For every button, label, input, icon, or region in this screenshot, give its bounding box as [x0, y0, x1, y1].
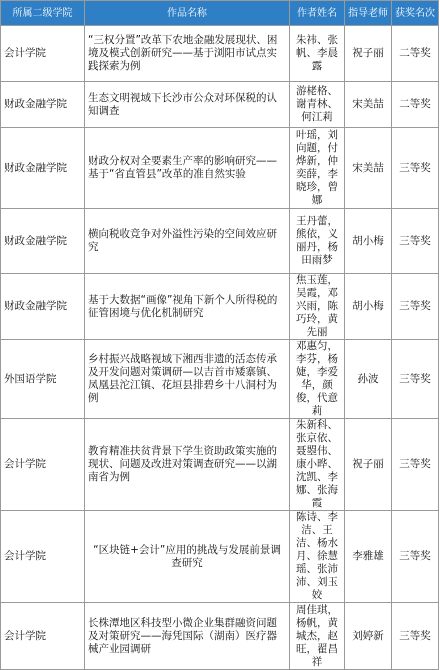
title-cell: 横向税收竞争对外溢性污染的空间效应研究	[85, 209, 290, 274]
advisor-cell: 宋美喆	[345, 82, 392, 128]
college-cell: 会计学院	[1, 26, 85, 82]
table-row	[1, 128, 439, 209]
advisor-cell: 胡小梅	[345, 209, 392, 274]
table-row	[1, 26, 439, 82]
college-cell: 会计学院	[1, 603, 85, 670]
award-cell: 三等奖	[392, 603, 439, 670]
college-cell: 财政金融学院	[1, 82, 85, 128]
college-cell: 外国语学院	[1, 340, 85, 419]
college-cell: 财政金融学院	[1, 209, 85, 274]
award-cell: 三等奖	[392, 340, 439, 419]
award-cell: 二等奖	[392, 82, 439, 128]
authors-cell: 叶瑶，刘向题，付烨新，仲奕薛，李晓珍，曾娜	[290, 128, 345, 209]
title-cell: 财政分权对全要素生产率的影响研究——基于“省直管县”改革的准自然实验	[85, 128, 290, 209]
title-cell: 长株潭地区科技型小微企业集群融资问题及对策研究——海凭国际（湖南）医疗器械产业园调研	[85, 603, 290, 670]
advisor-cell: 刘婷新	[345, 603, 392, 670]
authors-cell: 焦玉莲，吴霞，邓兴雨，陈巧玲，黄先丽	[290, 274, 345, 340]
college-cell: 会计学院	[1, 511, 85, 603]
table-row	[1, 209, 439, 274]
table-row	[1, 274, 439, 340]
header-title: 作品名称	[85, 1, 290, 26]
title-cell: 乡村振兴战略视域下湘西非遗的活态传承及开发问题对策调研—以吉首市矮寨镇、凤凰县沱江镇、花垣县排碧乡十八洞村为例	[85, 340, 290, 419]
authors-cell: 游栳格、谢青林、何江莉	[290, 82, 345, 128]
award-cell: 三等奖	[392, 128, 439, 209]
advisor-cell: 李雅雄	[345, 511, 392, 603]
advisor-cell: 祝子丽	[345, 26, 392, 82]
authors-cell: 邓惠匀，李芬，杨婕，李爱华，颜俊，代意莉	[290, 340, 345, 419]
table-row	[1, 511, 439, 603]
authors-cell: 王丹蕾，熊依，义丽丹，杨田雨梦	[290, 209, 345, 274]
header-authors: 作者姓名	[290, 1, 345, 26]
header-advisor: 指导老师	[345, 1, 392, 26]
table-body	[1, 26, 439, 670]
award-cell: 二等奖	[392, 26, 439, 82]
table-row	[1, 419, 439, 511]
authors-cell: 朱新科、张京依、聂曌伟、康小晔、沈凯、李娜、张海霞	[290, 419, 345, 511]
title-cell: 基于大数据“画像”视角下新个人所得税的征管困境与优化机制研究	[85, 274, 290, 340]
advisor-cell: 祝子丽	[345, 419, 392, 511]
advisor-cell: 胡小梅	[345, 274, 392, 340]
college-cell: 会计学院	[1, 419, 85, 511]
award-cell: 三等奖	[392, 419, 439, 511]
award-cell: 三等奖	[392, 511, 439, 603]
award-cell: 三等奖	[392, 274, 439, 340]
table-header	[1, 1, 439, 26]
authors-cell: 朱祎、张帆、李晨露	[290, 26, 345, 82]
college-cell: 财政金融学院	[1, 274, 85, 340]
award-cell: 三等奖	[392, 209, 439, 274]
title-cell	[85, 511, 290, 603]
header-row	[1, 1, 439, 26]
title-text: “区块链+会计”应用的挑战与发展前景调查研究	[93, 543, 281, 569]
authors-cell: 周佳琪，杨帆，黄城杰，赵旺，翟昌祥	[290, 603, 345, 670]
table-row	[1, 340, 439, 419]
title-cell: 生态文明视域下长沙市公众对环保税的认知调查	[85, 82, 290, 128]
advisor-cell: 宋美喆	[345, 128, 392, 209]
college-cell: 财政金融学院	[1, 128, 85, 209]
authors-cell: 陈诗、李洁、王洁、杨水月、徐慧瑶、张沛沛、刘玉姣	[290, 511, 345, 603]
advisor-cell: 孙波	[345, 340, 392, 419]
header-college: 所属二级学院	[1, 1, 85, 26]
title-cell: 教育精准扶贫背景下学生资助政策实施的现状、问题及改进对策调查研究——以湖南省为例	[85, 419, 290, 511]
table-row	[1, 603, 439, 670]
header-award: 获奖名次	[392, 1, 439, 26]
title-cell: “三权分置”改革下农地金融发展现状、困境及模式创新研究——基于浏阳市试点实践探索为例	[85, 26, 290, 82]
table-row	[1, 82, 439, 128]
